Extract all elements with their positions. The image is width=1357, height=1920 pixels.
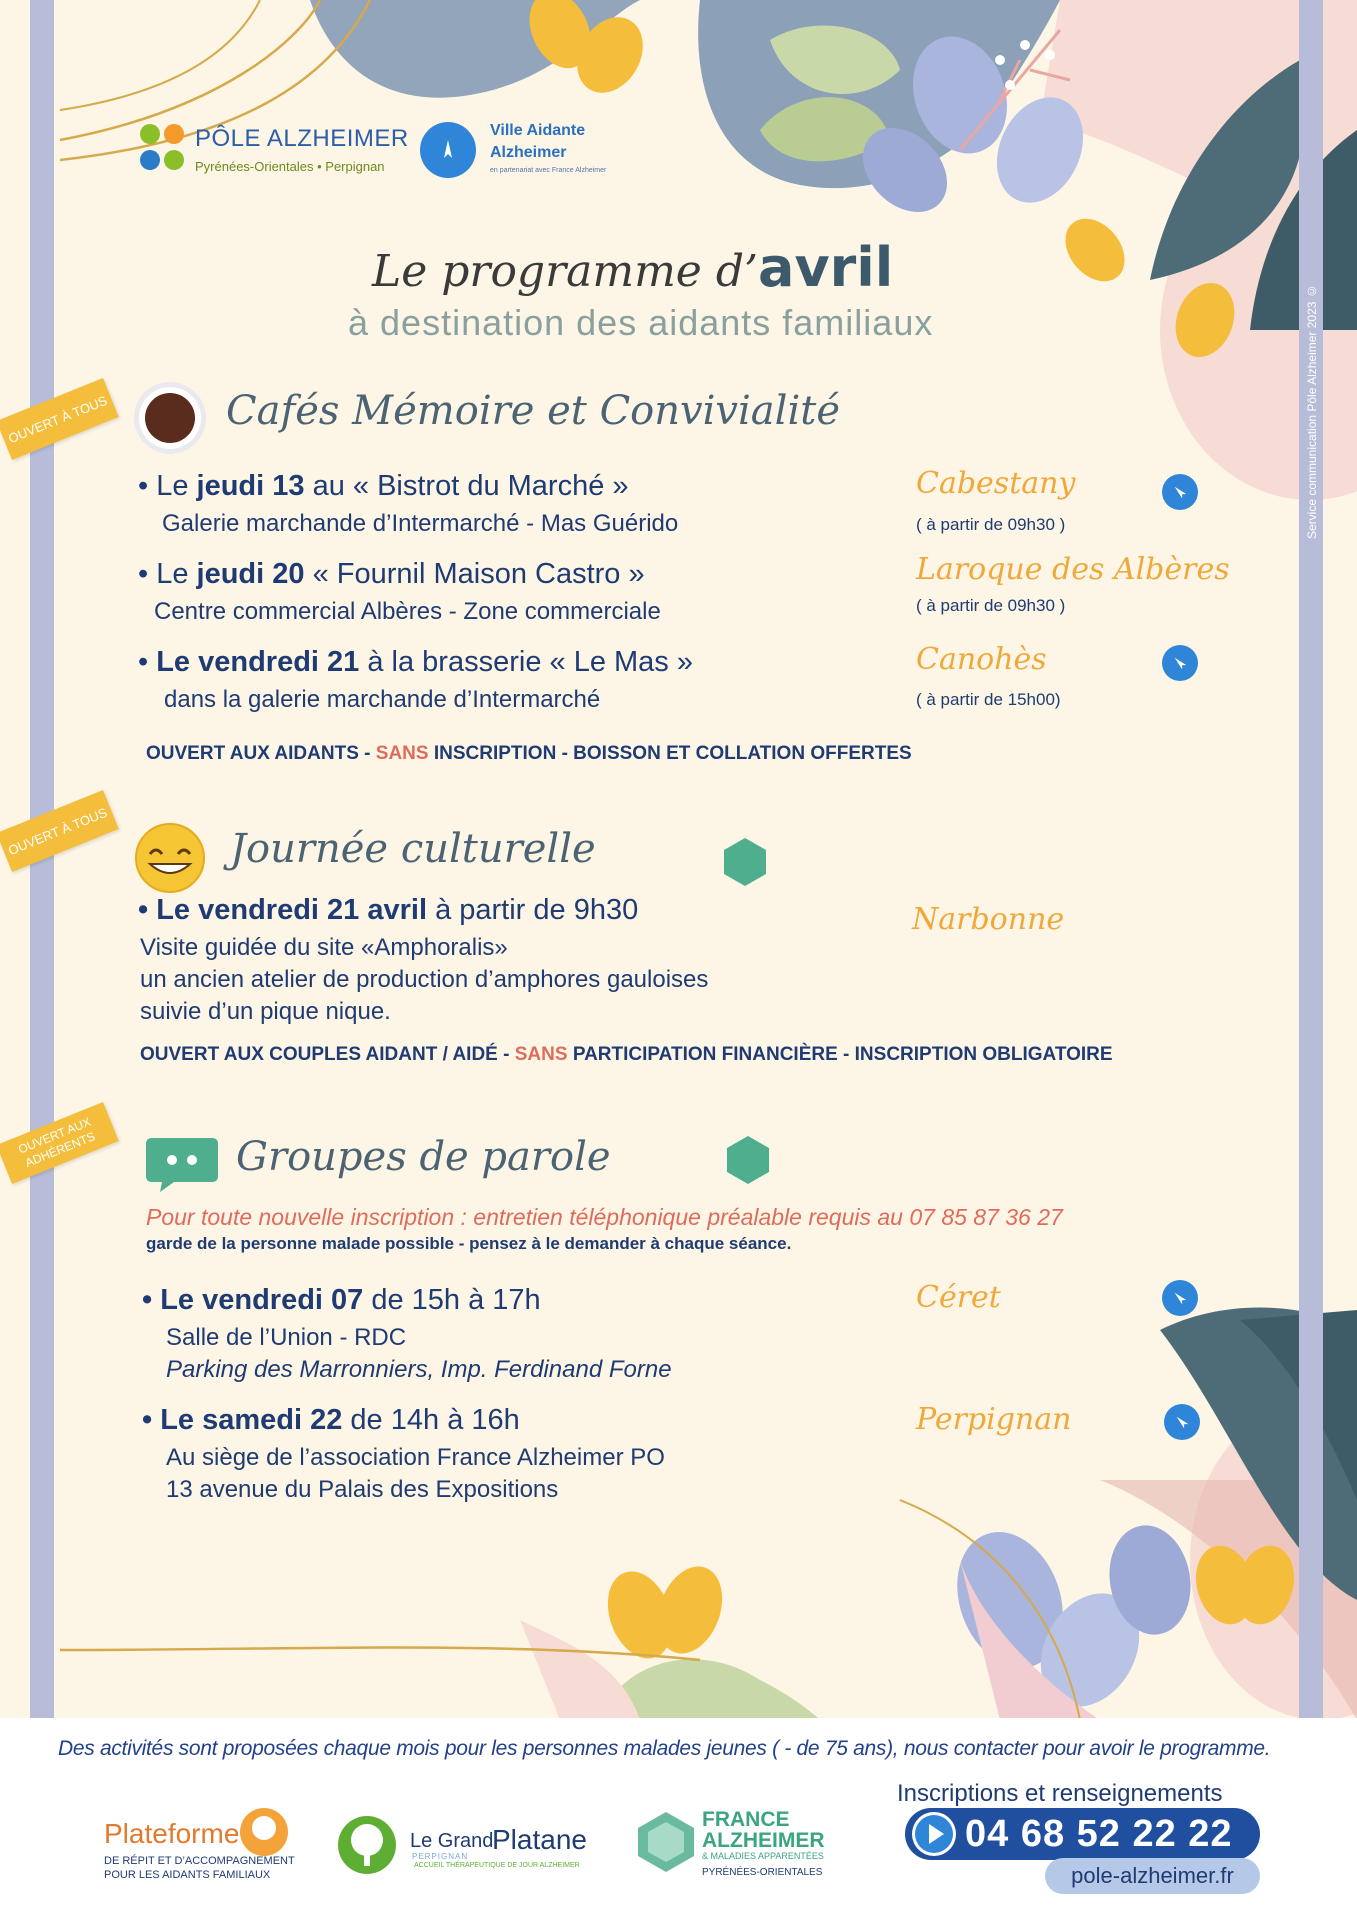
culture-line-3: suivie d’un pique nique.: [140, 998, 391, 1025]
groupes-info: Pour toute nouvelle inscription : entretien téléphonique préalable requis au 07 85 87 36 27: [146, 1204, 1063, 1230]
ville-aidante-title: Ville Aidante: [490, 122, 586, 139]
ville-aidante-logo-icon: [420, 122, 476, 178]
cafe-event-2-address: Centre commercial Albères - Zone commerciale: [154, 598, 661, 625]
platane-logo-a: Le Grand: [410, 1830, 494, 1852]
groupes-info-2: garde de la personne malade possible - pensez à le demander à chaque séance.: [146, 1234, 792, 1253]
cafe-event-1: • Le jeudi 13 au « Bistrot du Marché »: [138, 470, 629, 502]
groupe-event-1-parking: Parking des Marronniers, Imp. Ferdinand Forne: [166, 1356, 672, 1383]
culture-notice: OUVERT AUX COUPLES AIDANT / AIDÉ - SANS PARTICIPATION FINANCIÈRE - INSCRIPTION OBLIGATOIRE: [140, 1044, 1113, 1065]
speech-bubble-icon: [144, 1132, 220, 1194]
ribbon-open-to-all: OUVERT À TOUS: [0, 378, 119, 460]
pole-alzheimer-logo-icon: [138, 122, 188, 174]
cafe-event-1-place: Cabestany: [916, 466, 1076, 501]
groupe-event-2: • Le samedi 22 de 14h à 16h: [142, 1404, 520, 1436]
cafe-event-2-time: ( à partir de 09h30 ): [916, 596, 1066, 615]
platane-logo-sub: ACCUEIL THÉRAPEUTIQUE DE JOUR ALZHEIMER: [414, 1862, 580, 1869]
ribbon-open-to-all: OUVERT À TOUS: [0, 790, 119, 872]
ribbon-members-only: OUVERT AUX ADHÉRENTS: [0, 1102, 119, 1184]
culture-line-1: Visite guidée du site «Amphoralis»: [140, 934, 508, 961]
cafe-event-3-time: ( à partir de 15h00): [916, 690, 1061, 709]
location-compass-icon[interactable]: [1164, 1404, 1200, 1440]
platane-logo-b: Platane: [492, 1824, 587, 1855]
cafe-event-3: • Le vendredi 21 à la brasserie « Le Mas »: [138, 646, 693, 678]
cafe-event-1-time: ( à partir de 09h30 ): [916, 515, 1066, 534]
france-alzheimer-3: & MALADIES APPARENTÉES: [702, 1851, 824, 1861]
groupe-event-1: • Le vendredi 07 de 15h à 17h: [142, 1284, 541, 1316]
france-alzheimer-2: ALZHEIMER: [702, 1829, 825, 1852]
section-title-cafes: Cafés Mémoire et Convivialité: [226, 388, 840, 434]
groupe-event-2-street: 13 avenue du Palais des Expositions: [166, 1476, 559, 1503]
france-alzheimer-1: FRANCE: [702, 1808, 790, 1831]
plateforme-logo-title: Plateforme: [104, 1818, 240, 1849]
tree-logo-icon: [336, 1814, 398, 1876]
platane-logo-city: PERPIGNAN: [412, 1852, 469, 1861]
location-compass-icon[interactable]: [1162, 645, 1198, 681]
france-alzheimer-4: PYRÉNÉES-ORIENTALES: [702, 1867, 823, 1878]
groupe-event-1-address: Salle de l’Union - RDC: [166, 1324, 407, 1351]
left-border-bar: [30, 0, 54, 1920]
culture-place: Narbonne: [912, 902, 1065, 937]
cafe-event-1-address: Galerie marchande d’Intermarché - Mas Guérido: [162, 510, 679, 537]
location-compass-icon[interactable]: [1162, 474, 1198, 510]
groupe-event-1-place: Céret: [916, 1280, 1001, 1315]
pole-alzheimer-title: PÔLE ALZHEIMER: [195, 125, 409, 152]
groupe-event-2-place: Perpignan: [916, 1402, 1072, 1437]
inscriptions-label: Inscriptions et renseignements: [897, 1780, 1223, 1807]
cafe-event-3-place: Canohès: [916, 642, 1047, 677]
footer-note: Des activités sont proposées chaque mois pour les personnes malades jeunes ( - de 75 ans), nous contacter pour avoir le programme.: [58, 1737, 1271, 1760]
title-month: avril: [758, 236, 894, 299]
smiley-icon: [134, 822, 206, 894]
play-icon: [912, 1812, 956, 1856]
phone-number: 04 68 52 22 22: [965, 1812, 1233, 1855]
section-title-groupes: Groupes de parole: [236, 1134, 611, 1180]
ville-aidante-title-2: Alzheimer: [490, 144, 567, 161]
cafe-event-2: • Le jeudi 20 « Fournil Maison Castro »: [138, 558, 645, 590]
cafe-event-2-place: Laroque des Albères: [916, 552, 1230, 587]
ville-aidante-partner: en partenariat avec France Alzheimer: [490, 167, 607, 174]
pole-alzheimer-subtitle: Pyrénées-Orientales • Perpignan: [195, 159, 385, 174]
page-title: [372, 236, 893, 299]
coffee-cup-icon: [132, 380, 208, 456]
title-prefix: Le programme d’: [372, 246, 758, 297]
phone-button[interactable]: [905, 1808, 1260, 1860]
culture-line-2: un ancien atelier de production d’amphores gauloises: [140, 966, 709, 993]
culture-event: • Le vendredi 21 avril à partir de 9h30: [138, 894, 639, 926]
page-subtitle: à destination des aidants familiaux: [348, 302, 934, 343]
plateforme-logo-sub2: POUR LES AIDANTS FAMILIAUX: [104, 1869, 271, 1881]
france-alzheimer-logo-icon: [634, 1810, 698, 1874]
section-title-culture: Journée culturelle: [230, 826, 596, 872]
cafe-event-3-address: dans la galerie marchande d’Intermarché: [164, 686, 601, 713]
website-link[interactable]: pole-alzheimer.fr: [1045, 1858, 1260, 1894]
cafes-notice: OUVERT AUX AIDANTS - SANS INSCRIPTION - BOISSON ET COLLATION OFFERTES: [146, 743, 912, 764]
plateforme-logo-icon: [238, 1806, 290, 1858]
plateforme-logo-sub1: DE RÉPIT ET D’ACCOMPAGNEMENT: [104, 1855, 295, 1867]
location-compass-icon[interactable]: [1162, 1280, 1198, 1316]
groupe-event-2-address: Au siège de l’association France Alzheimer PO: [166, 1444, 665, 1471]
copyright-credit: Service communication Pôle Alzheimer 2023 ©: [1305, 284, 1319, 540]
